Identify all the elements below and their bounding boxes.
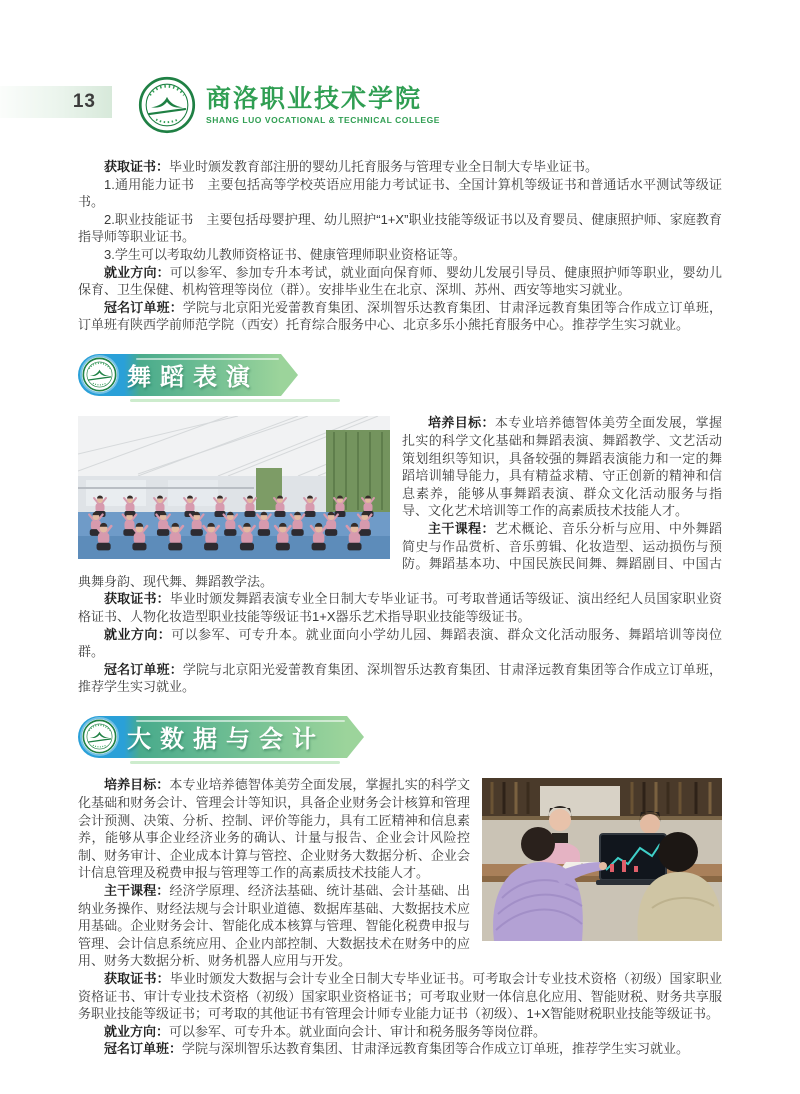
paragraph bbox=[78, 1023, 722, 1041]
college-name: 商洛职业技术学院 bbox=[206, 85, 423, 113]
page-body bbox=[0, 158, 800, 1058]
paragraph bbox=[78, 264, 722, 299]
page-header bbox=[0, 0, 800, 140]
banner-underline bbox=[130, 399, 340, 402]
paragraph-text: 可以参军、参加专升本考试，就业面向保育师、婴幼儿发展引导员、健康照护师等职业，婴幼儿保育、卫生保健、机构管理等岗位（群）。安排毕业生在北京、深圳、苏州、西安等地实习就业。 bbox=[78, 264, 722, 298]
paragraph-text: 本专业培养德智体美劳全面发展，掌握扎实的科学文化基础和舞蹈表演、舞蹈教学、文艺活动策划组织等知识，具备较强的舞蹈表演能力和一定的舞蹈培训辅导能力，具有精益求精、守正创新的精神和信息素养，能够从事舞蹈表演、群众文化活动服务与指导、文化艺术培训等工作的高素质技术技能人才。 bbox=[402, 415, 722, 519]
section-title: 大数据与会计 bbox=[127, 726, 325, 754]
dance-section bbox=[78, 354, 722, 696]
paragraph-label: 冠名订单班： bbox=[104, 1041, 183, 1057]
paragraph bbox=[78, 626, 722, 661]
college-brand bbox=[138, 76, 440, 134]
paragraph-text: 可以参军、可专升本。就业面向小学幼儿园、舞蹈表演、群众文化活动服务、舞蹈培训等岗位群。 bbox=[78, 626, 722, 660]
paragraph-text: 3.学生可以考取幼儿教师资格证书、健康管理师职业资格证等。 bbox=[104, 246, 466, 262]
dance-section-body bbox=[78, 414, 722, 696]
section-banner bbox=[78, 354, 281, 396]
paragraph-text: 艺术概论、音乐分析与应用、中外舞蹈简史与作品赏析、音乐剪辑、化妆造型、运动损伤与预防。舞蹈基本功、中国民族民间舞、舞蹈剧目、中国古典舞身韵、现代舞、舞蹈教学法。 bbox=[78, 521, 722, 589]
paragraph bbox=[78, 661, 722, 696]
accounting-section-header bbox=[78, 716, 722, 765]
paragraph-text: 学院与北京阳光爱蕾教育集团、深圳智乐达教育集团、甘肃泽远教育集团等合作成立订单班，推荐学生实习就业。 bbox=[78, 661, 722, 695]
paragraph-text: 毕业时颁发大数据与会计专业全日制大专毕业证书。可考取会计专业技术资格（初级）国家职业资格证书、审计专业技术资格（初级）国家职业资格证书；可考取业财一体信息化应用、智能财税、财务共享服务职业技能等级证书；可考取的其他证书有管理会计师专业能力证书（初级）、1+X智能财税职业技能等级证书。 bbox=[78, 970, 722, 1022]
paragraph-text: 毕业时颁发教育部注册的婴幼儿托育服务与管理专业全日制大专毕业证书。 bbox=[169, 159, 599, 174]
paragraph-text: 经济学原理、经济法基础、统计基础、会计基础、出纳业务操作、财经法规与会计职业道德、数据库基础、大数据技术应用基础。企业财务会计、智能化成本核算与管理、智能化税费申报与管理、会计信息系统应用、企业内部控制、大数据技术在财务中的应用、财务大数据分析、财务机器人应用与开发。 bbox=[78, 883, 470, 969]
paragraph-label: 冠名订单班： bbox=[104, 299, 183, 315]
college-emblem-icon bbox=[82, 719, 117, 754]
section-banner bbox=[78, 716, 347, 758]
intro-section bbox=[78, 158, 722, 334]
paragraph bbox=[78, 246, 722, 264]
paragraph bbox=[78, 158, 722, 176]
page-number-bar bbox=[0, 86, 112, 118]
paragraph-text: 学院与深圳智乐达教育集团、甘肃泽远教育集团等合作成立订单班，推荐学生实习就业。 bbox=[182, 1041, 690, 1057]
accounting-section-body bbox=[78, 776, 722, 1058]
paragraph-label: 培养目标： bbox=[428, 415, 495, 431]
paragraph-label: 获取证书： bbox=[104, 159, 170, 174]
college-name-en: SHANG LUO VOCATIONAL & TECHNICAL COLLEGE bbox=[206, 115, 441, 125]
paragraph-text: 1.通用能力证书 主要包括高等学校英语应用能力考试证书、全国计算机等级证书和普通话水平测试等级证书。 bbox=[78, 176, 722, 210]
college-emblem-icon bbox=[138, 76, 196, 134]
paragraph-text: 2.职业技能证书 主要包括母婴护理、幼儿照护“1+X”职业技能等级证书以及育婴员、健康照护师、家庭教育指导师等职业证书。 bbox=[78, 211, 722, 245]
accounting-study-photo bbox=[482, 778, 722, 941]
paragraph bbox=[78, 970, 722, 1023]
banner-underline bbox=[130, 761, 340, 764]
paragraph-text: 本专业培养德智体美劳全面发展，掌握扎实的科学文化基础和财务会计、管理会计等知识，具备企业财务会计核算和管理会计预测、决策、分析、控制、评价等能力，具有工匠精神和信息素养，能够从事企业经济业务的确认、计量与报告、企业会计风险控制、财务审计、企业成本计算与管控、企业财务大数据分析、企业会计信息管理及税费申报与管理等工作的高素质技术技能人才。 bbox=[78, 777, 470, 881]
dance-section-header bbox=[78, 354, 722, 403]
paragraph-label: 主干课程： bbox=[104, 883, 170, 898]
paragraph-label: 就业方向： bbox=[104, 626, 172, 642]
paragraph bbox=[78, 211, 722, 246]
college-name-block bbox=[206, 85, 440, 125]
accounting-section bbox=[78, 716, 722, 1058]
paragraph-text: 学院与北京阳光爱蕾教育集团、深圳智乐达教育集团、甘肃泽远教育集团等合作成立订单班，订单班有陕西学前师范学院（西安）托育综合服务中心、北京多乐小熊托育服务中心。推荐学生实习就业。 bbox=[78, 299, 722, 333]
paragraph-label: 就业方向： bbox=[104, 1023, 170, 1039]
section-title: 舞蹈表演 bbox=[127, 364, 259, 392]
college-emblem-icon bbox=[82, 357, 117, 392]
paragraph-label: 获取证书： bbox=[104, 970, 170, 986]
paragraph-label: 冠名订单班： bbox=[104, 661, 183, 677]
paragraph-label: 获取证书： bbox=[104, 591, 170, 607]
paragraph-label: 培养目标： bbox=[104, 777, 170, 793]
paragraph bbox=[78, 299, 722, 334]
paragraph-text: 毕业时颁发舞蹈表演专业全日制大专毕业证书。可考取普通话等级证、演出经纪人员国家职业资格证书、人物化妆造型职业技能等级证书1+X器乐艺术指导职业技能等级证书。 bbox=[78, 591, 722, 624]
paragraph-label: 就业方向： bbox=[104, 264, 170, 280]
page-number: 13 bbox=[72, 91, 96, 112]
paragraph bbox=[78, 1040, 722, 1058]
paragraph bbox=[78, 590, 722, 625]
paragraph bbox=[78, 176, 722, 211]
paragraph-label: 主干课程： bbox=[428, 521, 495, 536]
dance-class-photo bbox=[78, 416, 390, 559]
paragraph-text: 可以参军、可专升本。就业面向会计、审计和税务服务等岗位群。 bbox=[169, 1023, 547, 1039]
